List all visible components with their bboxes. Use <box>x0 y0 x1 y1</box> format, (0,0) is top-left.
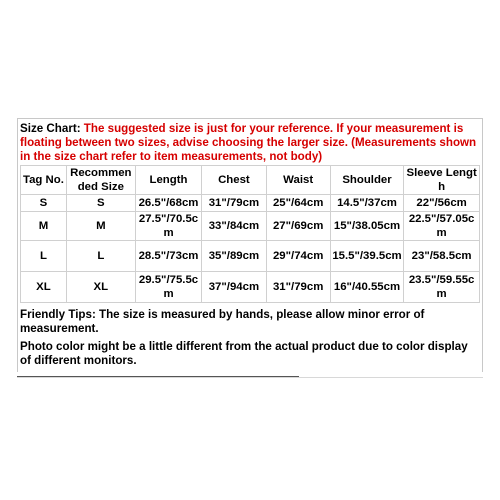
size-table-header-row <box>21 166 480 195</box>
header-shoulder: Shoulder <box>330 166 403 195</box>
table-row <box>21 212 480 241</box>
friendly-tips: Friendly Tips: The size is measured by hands, please allow minor error of measurement. <box>20 308 425 335</box>
cell-shoulder: 15.5"/39.5cm <box>330 241 403 272</box>
cell-recommended: S <box>66 195 135 212</box>
cell-shoulder: 14.5"/37cm <box>330 195 403 212</box>
size-table <box>20 165 480 303</box>
cell-recommended: L <box>66 241 135 272</box>
header-tag-no: Tag No. <box>21 166 67 195</box>
header-waist: Waist <box>266 166 330 195</box>
divider <box>17 377 483 378</box>
cell-length: 28.5"/73cm <box>135 241 202 272</box>
table-row <box>21 241 480 272</box>
cell-waist: 31"/79cm <box>266 272 330 303</box>
cell-tag: XL <box>21 272 67 303</box>
header-length: Length <box>135 166 202 195</box>
table-row <box>21 195 480 212</box>
header-recommended-size: Recommended Size <box>66 166 135 195</box>
cell-sleeve: 22.5"/57.05cm <box>404 212 480 241</box>
tips-section <box>20 308 480 368</box>
cell-waist: 29"/74cm <box>266 241 330 272</box>
size-chart-label: Size Chart: <box>20 122 81 135</box>
cell-recommended: XL <box>66 272 135 303</box>
cell-shoulder: 15"/38.05cm <box>330 212 403 241</box>
cell-sleeve: 23.5"/59.55cm <box>404 272 480 303</box>
cell-chest: 31"/79cm <box>202 195 266 212</box>
cell-chest: 35"/89cm <box>202 241 266 272</box>
size-chart-note: The suggested size is just for your reference. If your measurement is floating between two sizes, advise choosing the larger size. (Measurements shown in the size chart refer to item measurements, not body) <box>20 122 477 163</box>
cell-length: 29.5"/75.5cm <box>135 272 202 303</box>
size-chart-panel <box>17 118 483 372</box>
cell-sleeve: 23"/58.5cm <box>404 241 480 272</box>
cell-chest: 37"/94cm <box>202 272 266 303</box>
cell-tag: L <box>21 241 67 272</box>
cell-tag: S <box>21 195 67 212</box>
size-chart-intro <box>20 122 480 164</box>
header-sleeve-length: Sleeve Length <box>404 166 480 195</box>
cell-shoulder: 16"/40.55cm <box>330 272 403 303</box>
cell-recommended: M <box>66 212 135 241</box>
cell-length: 26.5"/68cm <box>135 195 202 212</box>
cell-tag: M <box>21 212 67 241</box>
divider-accent <box>17 376 299 377</box>
cell-sleeve: 22"/56cm <box>404 195 480 212</box>
cell-waist: 27"/69cm <box>266 212 330 241</box>
cell-chest: 33"/84cm <box>202 212 266 241</box>
table-row <box>21 272 480 303</box>
header-chest: Chest <box>202 166 266 195</box>
cell-length: 27.5"/70.5cm <box>135 212 202 241</box>
photo-color-tip: Photo color might be a little different from the actual product due to color display of different monitors. <box>20 340 468 367</box>
cell-waist: 25"/64cm <box>266 195 330 212</box>
